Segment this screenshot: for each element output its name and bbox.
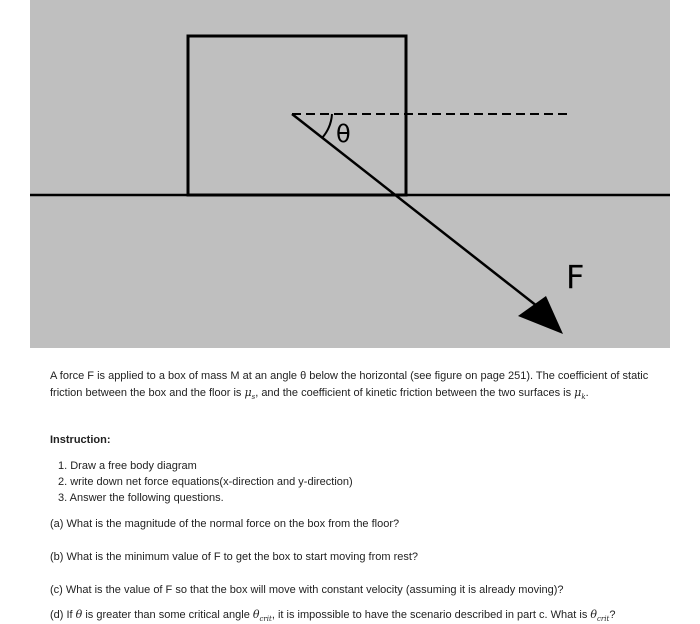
problem-text: [0, 348, 700, 624]
instruction-step-3: 3. Answer the following questions.: [58, 492, 224, 504]
physics-figure: [30, 0, 670, 348]
instruction-step-1: 1. Draw a free body diagram: [58, 460, 197, 472]
mu-k-symbol: μ: [574, 386, 582, 399]
description-line-2-part-a: friction between the box and the floor is: [50, 387, 245, 399]
question-d-part-b: is greater than some critical angle: [82, 609, 253, 621]
question-a: (a) What is the magnitude of the normal force on the box from the floor?: [50, 518, 400, 530]
instruction-step-2: 2. write down net force equations(x-direction and y-direction): [58, 476, 353, 488]
force-label: F: [566, 258, 585, 296]
question-d-crit-subscript: crit: [259, 615, 272, 624]
question-d-crit-subscript-2: crit: [597, 615, 610, 624]
question-d-theta-crit: θ: [252, 608, 260, 621]
mu-s-symbol: μ: [244, 386, 252, 399]
question-d-theta: θ: [75, 608, 83, 621]
mu-s-subscript: s: [251, 393, 256, 402]
question-d-part-c: , it is impossible to have the scenario described in part c. What is: [271, 609, 591, 621]
description-line-2-part-b: , and the coefficient of kinetic friction between the two surfaces is: [255, 387, 575, 399]
question-b: (b) What is the minimum value of F to get the box to start moving from rest?: [50, 551, 419, 563]
description-line-2: [50, 386, 589, 404]
instruction-heading: Instruction:: [50, 434, 111, 446]
theta-label: θ: [336, 120, 351, 148]
mu-k-subscript: k: [581, 393, 586, 402]
question-d: [50, 608, 615, 624]
description-line-1: A force F is applied to a box of mass M at an angle θ below the horizontal (see figure on page 251). The coefficient of static: [50, 370, 649, 382]
question-d-part-d: ?: [609, 609, 616, 621]
question-c: (c) What is the value of F so that the box will move with constant velocity (assuming it is already moving)?: [50, 584, 564, 596]
question-d-part-a: (d) If: [50, 609, 76, 621]
question-d-theta-crit-2: θ: [590, 608, 598, 621]
description-line-2-part-c: .: [585, 387, 589, 399]
box-on-floor-diagram: [30, 0, 670, 348]
